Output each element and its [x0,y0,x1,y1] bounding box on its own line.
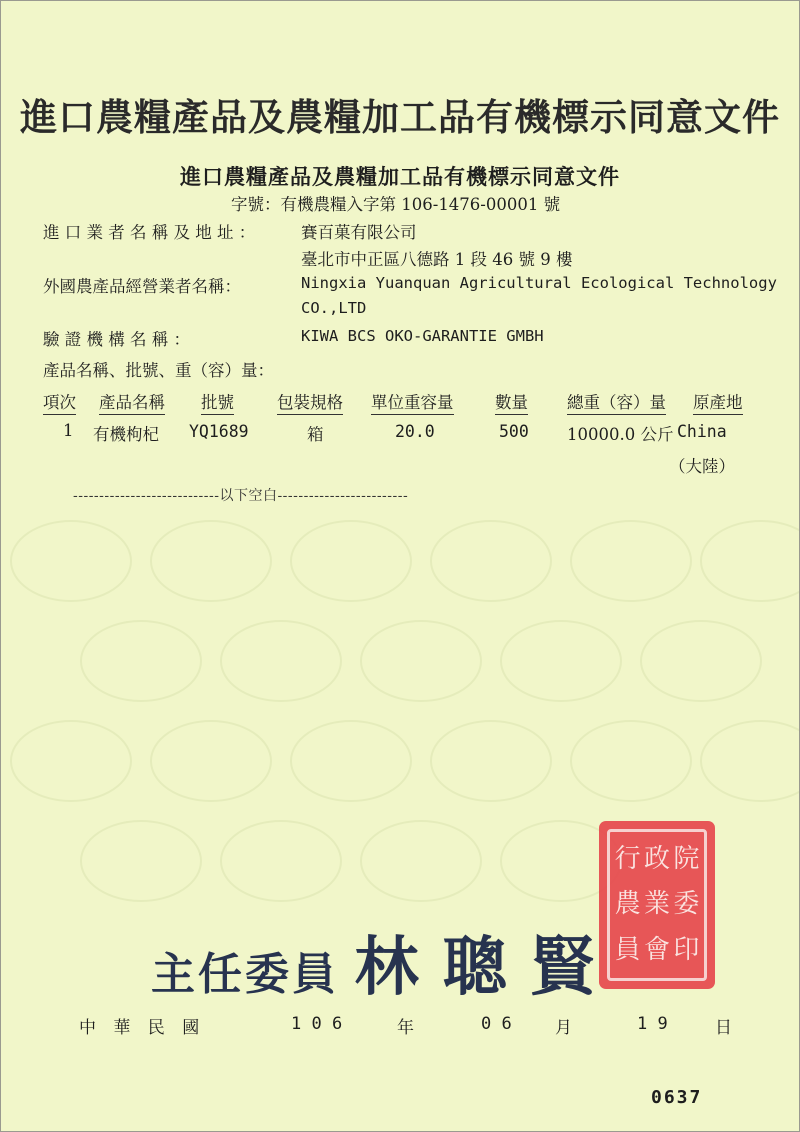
foreign-operator-name-line2: CO.,LTD [301,299,367,317]
row-package: 箱 [307,425,324,444]
products-label: 產品名稱、批號、重（容）量： [43,361,274,380]
date-day-unit: 日 [715,1018,732,1038]
seal-char: 印 [673,934,700,965]
date-month-unit: 月 [555,1018,572,1038]
foreign-operator-label: 外國農產品經營業者名稱： [43,277,241,296]
importer-label: 進 口 業 者 名 稱 及 地 址 ： [43,223,256,242]
foreign-operator-name-line1: Ningxia Yuanquan Agricultural Ecological Technology [301,274,777,292]
seal-char: 員 [614,934,641,965]
signature-block [151,916,619,1008]
header-unit-weight: 單位重容量 [371,389,454,415]
row-product: 有機枸杞 [93,425,159,444]
date-era: 中 華 民 國 [79,1018,206,1038]
seal-char: 會 [643,934,670,965]
header-batch: 批號 [201,389,234,415]
row-index: 1 [63,421,74,440]
seal-char: 行 [614,844,641,874]
serial-number: 0637 [651,1087,703,1108]
blank-marker: ----------------------------以下空白------------------------- [73,488,409,504]
seal-char: 院 [673,844,700,874]
main-title: 進口農糧產品及農糧加工品有機標示同意文件 [20,95,780,139]
seal-characters [613,837,701,973]
date-year-unit: 年 [397,1018,414,1038]
seal-char: 農 [614,889,641,920]
seal-char: 政 [643,844,670,874]
date-month: 0 6 [481,1014,512,1034]
row-origin: China [677,422,727,441]
subtitle: 進口農糧產品及農糧加工品有機標示同意文件 [180,164,620,189]
row-quantity: 500 [499,422,529,441]
row-unit-weight: 20.0 [395,422,435,441]
row-batch: YQ1689 [189,422,249,441]
certifier-label: 驗 證 機 構 名 稱 ： [43,330,190,349]
header-index: 項次 [43,389,76,415]
header-quantity: 數量 [495,389,528,415]
signatory-name: 林聰賢 [354,930,619,1005]
certifier-name: KIWA BCS OKO-GARANTIE GMBH [301,327,544,345]
header-total-weight: 總重（容）量 [567,389,666,415]
row-origin-note: （大陸） [669,457,735,476]
importer-address: 臺北市中正區八德路 1 段 46 號 9 樓 [301,250,573,269]
header-product: 產品名稱 [99,389,165,415]
signatory-title: 主任委員 [151,949,339,1000]
header-package: 包裝規格 [277,389,343,415]
header-origin: 原產地 [693,389,743,415]
importer-name: 賽百菓有限公司 [301,223,417,242]
date-day: 1 9 [637,1014,668,1034]
seal-char: 業 [643,889,670,920]
seal-char: 委 [673,889,700,920]
row-total-weight: 10000.0 公斤 [567,425,674,444]
reference-number: 字號：有機農糧入字第 106-1476-00001 號 [231,195,561,214]
date-year: 1 0 6 [291,1014,343,1034]
